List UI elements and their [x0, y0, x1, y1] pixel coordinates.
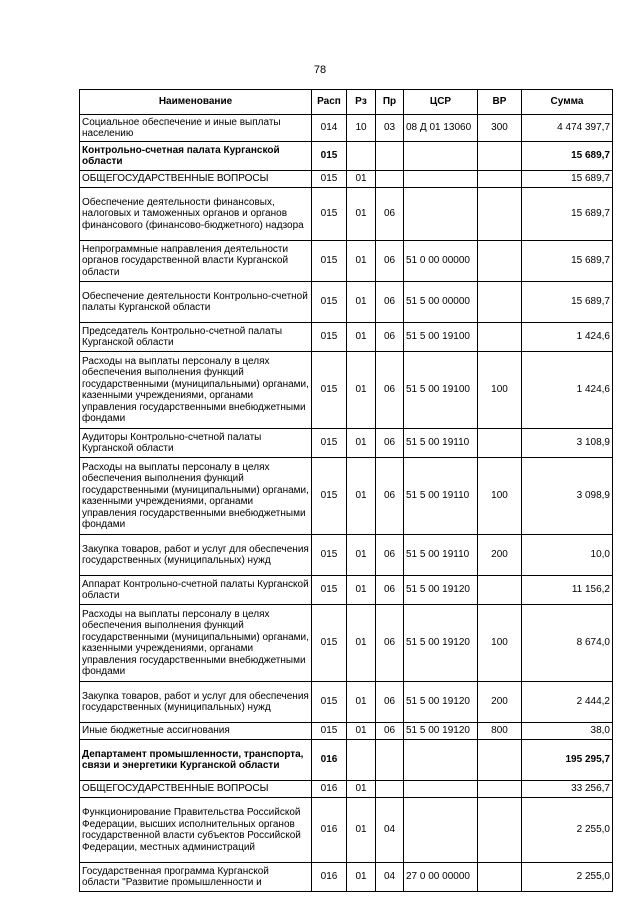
cell-name: Иные бюджетные ассигнования: [80, 723, 312, 740]
cell-sum: 8 674,0: [522, 605, 613, 682]
cell-rz: 01: [347, 282, 376, 323]
cell-name: Закупка товаров, работ и услуг для обеспечения государственных (муниципальных) нужд: [80, 535, 312, 576]
cell-rz: 01: [347, 352, 376, 429]
table-body: [80, 115, 613, 892]
cell-vr: [478, 429, 522, 458]
cell-sum: 1 424,6: [522, 323, 613, 352]
table-row: [80, 171, 613, 188]
cell-sum: 11 156,2: [522, 576, 613, 605]
header-rasp: Расп: [312, 90, 347, 115]
header-vr: ВР: [478, 90, 522, 115]
cell-rz: 01: [347, 535, 376, 576]
cell-vr: 100: [478, 605, 522, 682]
cell-rasp: 016: [312, 863, 347, 892]
cell-sum: 15 689,7: [522, 282, 613, 323]
cell-rz: 01: [347, 458, 376, 535]
cell-rz: 01: [347, 682, 376, 723]
cell-name: Аппарат Контрольно-счетной палаты Курганской области: [80, 576, 312, 605]
cell-vr: [478, 863, 522, 892]
cell-pr: 06: [376, 458, 404, 535]
cell-csr: 51 5 00 19120: [404, 605, 478, 682]
cell-name: ОБЩЕГОСУДАРСТВЕННЫЕ ВОПРОСЫ: [80, 171, 312, 188]
table-row: [80, 282, 613, 323]
cell-pr: [376, 781, 404, 798]
cell-csr: [404, 188, 478, 241]
cell-rz: [347, 142, 376, 171]
cell-vr: [478, 188, 522, 241]
cell-name: Контрольно-счетная палата Курганской области: [80, 142, 312, 171]
table-row: [80, 740, 613, 781]
cell-csr: [404, 171, 478, 188]
cell-csr: 51 5 00 19110: [404, 429, 478, 458]
cell-vr: [478, 576, 522, 605]
cell-csr: [404, 781, 478, 798]
cell-pr: 06: [376, 352, 404, 429]
table-row: [80, 458, 613, 535]
cell-rz: 01: [347, 188, 376, 241]
cell-csr: 51 5 00 19120: [404, 723, 478, 740]
cell-vr: [478, 282, 522, 323]
cell-sum: 38,0: [522, 723, 613, 740]
cell-sum: 15 689,7: [522, 188, 613, 241]
cell-rasp: 016: [312, 740, 347, 781]
cell-rasp: 016: [312, 798, 347, 863]
cell-rasp: 015: [312, 682, 347, 723]
table-row: [80, 723, 613, 740]
cell-rz: 01: [347, 605, 376, 682]
table-row: [80, 781, 613, 798]
cell-csr: 51 0 00 00000: [404, 241, 478, 282]
cell-rasp: 014: [312, 115, 347, 142]
table-row: [80, 115, 613, 142]
cell-rasp: 015: [312, 723, 347, 740]
cell-sum: 195 295,7: [522, 740, 613, 781]
cell-sum: 2 255,0: [522, 863, 613, 892]
table-row: [80, 605, 613, 682]
cell-sum: 15 689,7: [522, 241, 613, 282]
table-row: [80, 863, 613, 892]
cell-vr: [478, 740, 522, 781]
header-name: Наименование: [80, 90, 312, 115]
cell-pr: 04: [376, 798, 404, 863]
cell-pr: 06: [376, 323, 404, 352]
cell-csr: 51 5 00 19110: [404, 535, 478, 576]
table-row: [80, 798, 613, 863]
cell-rasp: 015: [312, 605, 347, 682]
cell-pr: 04: [376, 863, 404, 892]
cell-rasp: 015: [312, 352, 347, 429]
cell-name: Аудиторы Контрольно-счетной палаты Курганской области: [80, 429, 312, 458]
cell-sum: 15 689,7: [522, 171, 613, 188]
cell-rasp: 015: [312, 142, 347, 171]
cell-name: Расходы на выплаты персоналу в целях обеспечения выполнения функций государственными (муниципальными) органами, казенными учреждениями, органами управления государственными внебюджетными фондами: [80, 352, 312, 429]
cell-csr: 08 Д 01 13060: [404, 115, 478, 142]
cell-sum: 15 689,7: [522, 142, 613, 171]
cell-vr: [478, 323, 522, 352]
cell-vr: 800: [478, 723, 522, 740]
cell-pr: 06: [376, 282, 404, 323]
table-row: [80, 323, 613, 352]
cell-vr: [478, 241, 522, 282]
cell-vr: [478, 798, 522, 863]
cell-name: Государственная программа Курганской области "Развитие промышленности и: [80, 863, 312, 892]
cell-sum: 2 255,0: [522, 798, 613, 863]
cell-sum: 3 098,9: [522, 458, 613, 535]
cell-pr: 06: [376, 576, 404, 605]
cell-csr: 51 5 00 19120: [404, 682, 478, 723]
cell-pr: 06: [376, 535, 404, 576]
cell-rasp: 015: [312, 323, 347, 352]
cell-name: Обеспечение деятельности Контрольно-счетной палаты Курганской области: [80, 282, 312, 323]
cell-rasp: 015: [312, 576, 347, 605]
cell-rz: 01: [347, 241, 376, 282]
cell-sum: 33 256,7: [522, 781, 613, 798]
cell-rasp: 015: [312, 458, 347, 535]
cell-pr: [376, 171, 404, 188]
table-row: [80, 535, 613, 576]
table-row: [80, 429, 613, 458]
cell-name: Функционирование Правительства Российской Федерации, высших исполнительных органов государственной власти субъектов Российской Федерации, местных администраций: [80, 798, 312, 863]
cell-rasp: 015: [312, 188, 347, 241]
cell-rz: 01: [347, 576, 376, 605]
cell-vr: 100: [478, 352, 522, 429]
cell-name: Социальное обеспечение и иные выплаты населению: [80, 115, 312, 142]
cell-rz: [347, 740, 376, 781]
cell-rz: 01: [347, 798, 376, 863]
cell-csr: [404, 740, 478, 781]
header-csr: ЦСР: [404, 90, 478, 115]
cell-rasp: 015: [312, 429, 347, 458]
header-sum: Сумма: [522, 90, 613, 115]
cell-name: Расходы на выплаты персоналу в целях обеспечения выполнения функций государственными (муниципальными) органами, казенными учреждениями, органами управления государственными внебюджетными фондами: [80, 458, 312, 535]
table-row: [80, 241, 613, 282]
cell-rasp: 015: [312, 535, 347, 576]
cell-pr: 06: [376, 605, 404, 682]
cell-sum: 2 444,2: [522, 682, 613, 723]
cell-csr: 51 5 00 19110: [404, 458, 478, 535]
cell-pr: [376, 740, 404, 781]
cell-vr: [478, 171, 522, 188]
cell-rz: 10: [347, 115, 376, 142]
cell-name: ОБЩЕГОСУДАРСТВЕННЫЕ ВОПРОСЫ: [80, 781, 312, 798]
cell-name: Расходы на выплаты персоналу в целях обеспечения выполнения функций государственными (муниципальными) органами, казенными учреждениями, органами управления государственными внебюджетными фондами: [80, 605, 312, 682]
table-row: [80, 682, 613, 723]
cell-rz: 01: [347, 323, 376, 352]
table-row: [80, 576, 613, 605]
cell-name: Председатель Контрольно-счетной палаты Курганской области: [80, 323, 312, 352]
cell-rasp: 016: [312, 781, 347, 798]
cell-csr: 51 5 00 19100: [404, 323, 478, 352]
cell-vr: 200: [478, 535, 522, 576]
cell-sum: 1 424,6: [522, 352, 613, 429]
table-row: [80, 352, 613, 429]
cell-csr: [404, 798, 478, 863]
cell-sum: 3 108,9: [522, 429, 613, 458]
cell-rz: 01: [347, 781, 376, 798]
cell-csr: 27 0 00 00000: [404, 863, 478, 892]
cell-name: Непрограммные направления деятельности органов государственной власти Курганской области: [80, 241, 312, 282]
cell-rz: 01: [347, 171, 376, 188]
cell-rz: 01: [347, 429, 376, 458]
cell-pr: 06: [376, 682, 404, 723]
budget-table: [79, 89, 613, 892]
header-pr: Пр: [376, 90, 404, 115]
cell-pr: 06: [376, 188, 404, 241]
cell-pr: 06: [376, 723, 404, 740]
cell-csr: 51 5 00 19100: [404, 352, 478, 429]
table-row: [80, 188, 613, 241]
cell-rasp: 015: [312, 241, 347, 282]
cell-name: Закупка товаров, работ и услуг для обеспечения государственных (муниципальных) нужд: [80, 682, 312, 723]
cell-rasp: 015: [312, 282, 347, 323]
cell-name: Департамент промышленности, транспорта, связи и энергетики Курганской области: [80, 740, 312, 781]
cell-rasp: 015: [312, 171, 347, 188]
cell-csr: 51 5 00 19120: [404, 576, 478, 605]
table-row: [80, 142, 613, 171]
cell-rz: 01: [347, 863, 376, 892]
cell-name: Обеспечение деятельности финансовых, налоговых и таможенных органов и органов финансового (финансово-бюджетного) надзора: [80, 188, 312, 241]
cell-vr: 200: [478, 682, 522, 723]
cell-vr: [478, 781, 522, 798]
cell-sum: 10,0: [522, 535, 613, 576]
cell-sum: 4 474 397,7: [522, 115, 613, 142]
cell-vr: 300: [478, 115, 522, 142]
table-header-row: [80, 90, 613, 115]
page-number: 78: [313, 64, 327, 76]
cell-vr: 100: [478, 458, 522, 535]
cell-rz: 01: [347, 723, 376, 740]
cell-pr: 03: [376, 115, 404, 142]
cell-vr: [478, 142, 522, 171]
header-rz: Рз: [347, 90, 376, 115]
cell-pr: 06: [376, 241, 404, 282]
cell-csr: [404, 142, 478, 171]
cell-pr: [376, 142, 404, 171]
cell-pr: 06: [376, 429, 404, 458]
cell-csr: 51 5 00 00000: [404, 282, 478, 323]
